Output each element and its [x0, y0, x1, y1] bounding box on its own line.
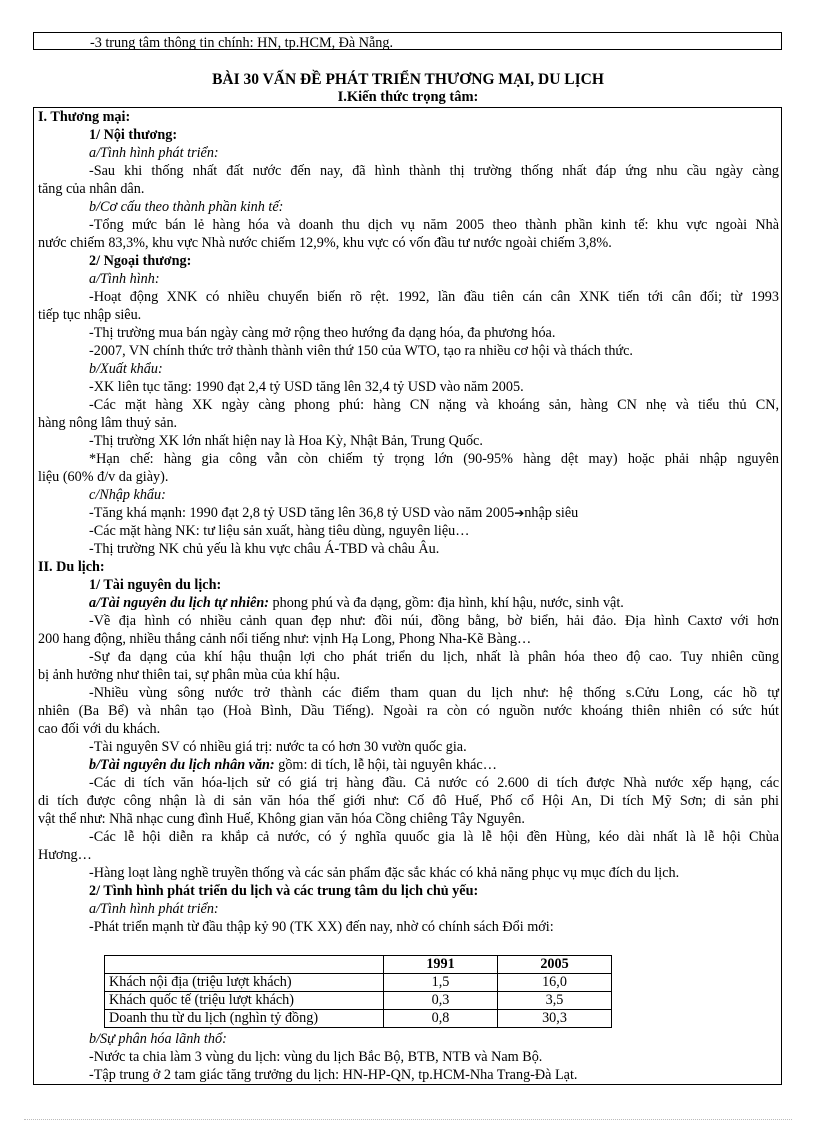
paragraph-line: tăng của nhân dân. — [38, 181, 145, 197]
paragraph-line: -Sự đa dạng của khí hậu thuận lợi cho phát triển du lịch, nhất là phân hóa theo độ cao. Tuy nhiên cũng — [89, 649, 779, 665]
content-box — [33, 107, 782, 1085]
paragraph-line: tiếp tục nhập siêu. — [38, 307, 142, 323]
paragraph-line — [89, 756, 497, 774]
paragraph-line: -Hoạt động XNK có nhiều chuyển biến rõ rệt. 1992, lần đầu tiên cán cân XNK tiến tới cân đối; từ 1993 — [89, 289, 779, 305]
paragraph-line: -Các di tích văn hóa-lịch sử có giá trị hàng đầu. Cả nước có 2.600 di tích được Nhà nước xếp hạng, các — [89, 775, 779, 791]
top-line: -3 trung tâm thông tin chính: HN, tp.HCM, Đà Nẵng. — [90, 35, 394, 51]
paragraph-line: liệu (60% đ/v da giày). — [38, 469, 169, 485]
paragraph-line: -Sau khi thống nhất đất nước đến nay, đã hình thành thị trường thống nhất đáp ứng nhu cầu ngày càng — [89, 163, 779, 179]
tourism-table — [104, 955, 612, 1028]
paragraph-line: -Phát triển mạnh từ đầu thập kỷ 90 (TK XX) đến nay, nhờ có chính sách Đổi mới: — [89, 919, 554, 935]
arrow-right-icon: ➔ — [514, 506, 525, 520]
paragraph-line: -Hàng loạt làng nghề truyền thống và các sản phẩm đặc sắc khác có khả năng phục vụ mục đích du lịch. — [89, 865, 680, 881]
table-row — [105, 992, 612, 1010]
item-heading: b/Cơ cấu theo thành phần kinh tế: — [89, 199, 284, 215]
paragraph-line: -Các mặt hàng XK ngày càng phong phú: hàng CN nặng và khoáng sản, hàng CN nhẹ và tiểu thủ CN, — [89, 397, 779, 413]
top-box — [33, 32, 782, 50]
paragraph-line: -Nước ta chia làm 3 vùng du lịch: vùng du lịch Bắc Bộ, BTB, NTB và Nam Bộ. — [89, 1049, 543, 1065]
item-heading: c/Nhập khẩu: — [89, 487, 166, 503]
table-cell: 1,5 — [384, 974, 498, 992]
paragraph-line: -Các mặt hàng NK: tư liệu sản xuất, hàng tiêu dùng, nguyên liệu… — [89, 523, 470, 539]
item-heading: b/Tài nguyên du lịch nhân văn: — [89, 757, 275, 773]
paragraph-text: -Tăng khá mạnh: 1990 đạt 2,8 tỷ USD tăng lên 36,8 tỷ USD vào năm 2005 — [89, 505, 515, 521]
table-cell: Doanh thu từ du lịch (nghìn tỷ đồng) — [105, 1010, 384, 1028]
paragraph-line — [89, 504, 578, 522]
subsection-heading: 2/ Ngoại thương: — [89, 253, 192, 269]
paragraph-line: -Tập trung ở 2 tam giác tăng trưởng du lịch: HN-HP-QN, tp.HCM-Nha Trang-Đà Lạt. — [89, 1067, 578, 1083]
lesson-title: BÀI 30 VẤN ĐỀ PHÁT TRIỂN THƯƠNG MẠI, DU LỊCH — [212, 71, 604, 88]
item-heading: a/Tình hình phát triển: — [89, 145, 219, 161]
paragraph-line: nước chiếm 83,3%, khu vực Nhà nước chiếm 12,9%, khu vực có vốn đầu tư nước ngoài chiếm 3,8%. — [38, 235, 612, 251]
table-header-cell — [105, 956, 384, 974]
page-footer-divider — [24, 1119, 792, 1120]
paragraph-line: -2007, VN chính thức trở thành thành viên thứ 150 của WTO, tạo ra nhiều cơ hội và thách thức. — [89, 343, 633, 359]
table-cell: Khách nội địa (triệu lượt khách) — [105, 974, 384, 992]
paragraph-line: -Tổng mức bán lẻ hàng hóa và doanh thu dịch vụ năm 2005 theo thành phần kinh tế: khu vực ngoài Nhà — [89, 217, 779, 233]
paragraph-line: di tích được công nhận là di sản văn hóa thế giới như: Cố đô Huế, Phố cổ Hội An, Di tích Mỹ Sơn; di sản phi — [38, 793, 779, 809]
item-heading: b/Sự phân hóa lãnh thổ: — [89, 1031, 227, 1047]
table-header-cell: 2005 — [498, 956, 612, 974]
section-heading: I. Thương mại: — [38, 109, 131, 125]
table-cell: 30,3 — [498, 1010, 612, 1028]
paragraph-line: -Tài nguyên SV có nhiều giá trị: nước ta có hơn 30 vườn quốc gia. — [89, 739, 467, 755]
table-cell: 3,5 — [498, 992, 612, 1010]
paragraph-line: nhiên (Ba Bể) và nhân tạo (Hoà Bình, Dầu Tiếng). Ngoài ra còn có nguồn nước khoáng thiên nhiên có sức hút — [38, 703, 779, 719]
item-heading: b/Xuất khẩu: — [89, 361, 163, 377]
paragraph-line: bị ảnh hưởng như thiên tai, sự phân mùa của khí hậu. — [38, 667, 341, 683]
paragraph-line: -Nhiều vùng sông nước trở thành các điểm tham quan du lịch như: hệ thống s.Cửu Long, các hồ tự — [89, 685, 779, 701]
table-cell: 0,8 — [384, 1010, 498, 1028]
paragraph-line — [89, 594, 624, 612]
paragraph-text: nhập siêu — [524, 505, 579, 521]
paragraph-line: -Thị trường NK chủ yếu là khu vực châu Á-TBD và châu Âu. — [89, 541, 440, 557]
paragraph-line: Hương… — [38, 847, 92, 863]
paragraph-line: 200 hang động, nhiều thắng cảnh nổi tiếng như: vịnh Hạ Long, Phong Nha-Kẽ Bàng… — [38, 631, 532, 647]
paragraph-line: -Về địa hình có nhiều cảnh quan đẹp như: đồi núi, đồng bằng, bờ biển, hải đảo. Địa hình Caxtơ với hơn — [89, 613, 779, 629]
subsection-heading: 1/ Tài nguyên du lịch: — [89, 577, 222, 593]
paragraph-line: hàng nông lâm thuỷ sản. — [38, 415, 178, 431]
paragraph-line: *Hạn chế: hàng gia công vẫn còn chiếm tỷ trọng lớn (90-95% hàng dệt may) hoặc phải nhập nguyên — [89, 451, 779, 467]
table-cell: 16,0 — [498, 974, 612, 992]
table-row — [105, 1010, 612, 1028]
table-cell: Khách quốc tế (triệu lượt khách) — [105, 992, 384, 1010]
paragraph-text: gồm: di tích, lễ hội, tài nguyên khác… — [274, 757, 497, 773]
item-heading: a/Tình hình: — [89, 271, 160, 287]
paragraph-line: -XK liên tục tăng: 1990 đạt 2,4 tỷ USD tăng lên 32,4 tỷ USD vào năm 2005. — [89, 379, 524, 395]
item-heading: a/Tài nguyên du lịch tự nhiên: — [89, 595, 269, 611]
table-header-cell: 1991 — [384, 956, 498, 974]
table-cell: 0,3 — [384, 992, 498, 1010]
paragraph-line: cao đối với du khách. — [38, 721, 161, 737]
paragraph-line: -Thị trường mua bán ngày càng mở rộng theo hướng đa dạng hóa, đa phương hóa. — [89, 325, 556, 341]
paragraph-text: phong phú và đa dạng, gồm: địa hình, khí hậu, nước, sinh vật. — [268, 595, 624, 611]
paragraph-line: vật thể như: Nhã nhạc cung đình Huế, Không gian văn hóa Cồng chiêng Tây Nguyên. — [38, 811, 525, 827]
subsection-heading: 2/ Tình hình phát triển du lịch và các trung tâm du lịch chủ yếu: — [89, 883, 479, 899]
table-row — [105, 974, 612, 992]
item-heading: a/Tình hình phát triển: — [89, 901, 219, 917]
table-header-row — [105, 956, 612, 974]
lesson-subtitle: I.Kiến thức trọng tâm: — [337, 89, 479, 105]
paragraph-line: -Thị trường XK lớn nhất hiện nay là Hoa Kỳ, Nhật Bản, Trung Quốc. — [89, 433, 483, 449]
section-heading: II. Du lịch: — [38, 559, 105, 575]
subsection-heading: 1/ Nội thương: — [89, 127, 178, 143]
paragraph-line: -Các lễ hội diễn ra khắp cả nước, có ý nghĩa quuốc gia là lễ hội đền Hùng, kéo dài nhất là lễ hội Chùa — [89, 829, 779, 845]
